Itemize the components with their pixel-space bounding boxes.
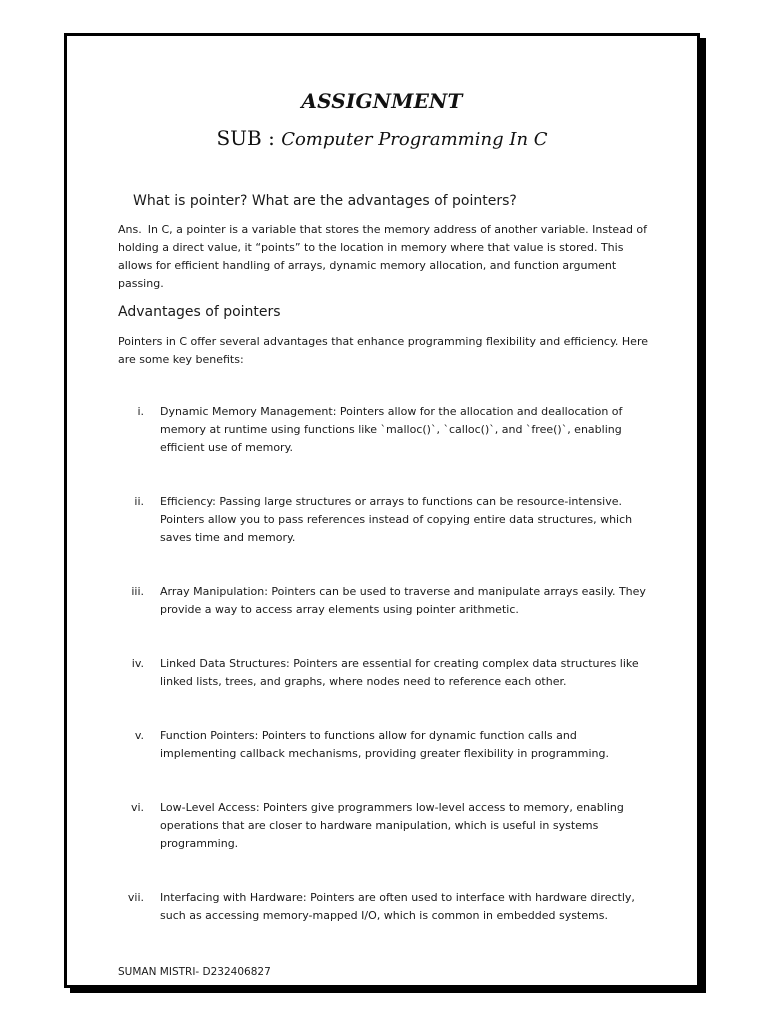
item-text: Dynamic Memory Management: Pointers allow for the allocation and deallocation of memory at runtime using functions like `malloc()`, `calloc()`, and `free()`, enabling efficient use of memory. (160, 405, 623, 454)
document-page (64, 33, 700, 988)
document-subject (67, 126, 697, 150)
item-numeral: i. (137, 405, 144, 418)
answer-paragraph (118, 221, 648, 293)
item-numeral: vi. (130, 801, 144, 814)
item-numeral: iii. (131, 585, 144, 598)
item-text: Array Manipulation: Pointers can be used to traverse and manipulate arrays easily. They provide a way to access array elements using pointer arithmetic. (160, 585, 646, 616)
document-title: ASSIGNMENT (301, 89, 463, 113)
item-text: Linked Data Structures: Pointers are essential for creating complex data structures like linked lists, trees, and graphs, where nodes need to reference each other. (160, 657, 639, 688)
answer-text: In C, a pointer is a variable that stores the memory address of another variable. Instead of holding a direct value, it “points” to the location in memory where that value is stored. This allows for efficient handling of arrays, dynamic memory allocation, and function argument passing. (118, 223, 648, 290)
item-text: Function Pointers: Pointers to functions allow for dynamic function calls and implementing callback mechanisms, providing greater flexibility in programming. (160, 729, 609, 760)
answer-label: Ans. (118, 223, 142, 236)
item-text: Low-Level Access: Pointers give programmers low-level access to memory, enabling operations that are closer to hardware manipulation, which is useful in systems programming. (160, 801, 624, 850)
subject-value: Computer Programming In C (281, 129, 548, 150)
item-text: Efficiency: Passing large structures or arrays to functions can be resource-intensive. Pointers allow you to pass references instead of copying entire data structures, which saves time and memory. (160, 495, 633, 544)
item-numeral: v. (134, 729, 144, 742)
section-heading: Advantages of pointers (118, 304, 281, 320)
intro-paragraph: Pointers in C offer several advantages that enhance programming flexibility and efficiency. Here are some key benefits: (118, 335, 648, 366)
author-footer: SUMAN MISTRI- D232406827 (118, 966, 271, 978)
item-numeral: iv. (131, 657, 144, 670)
item-text: Interfacing with Hardware: Pointers are often used to interface with hardware directly, such as accessing memory-mapped I/O, which is common in embedded systems. (160, 891, 635, 922)
subject-label: SUB : (216, 126, 282, 150)
item-numeral: ii. (134, 495, 144, 508)
question-heading: What is pointer? What are the advantages of pointers? (133, 193, 517, 209)
item-numeral: vii. (127, 891, 144, 904)
